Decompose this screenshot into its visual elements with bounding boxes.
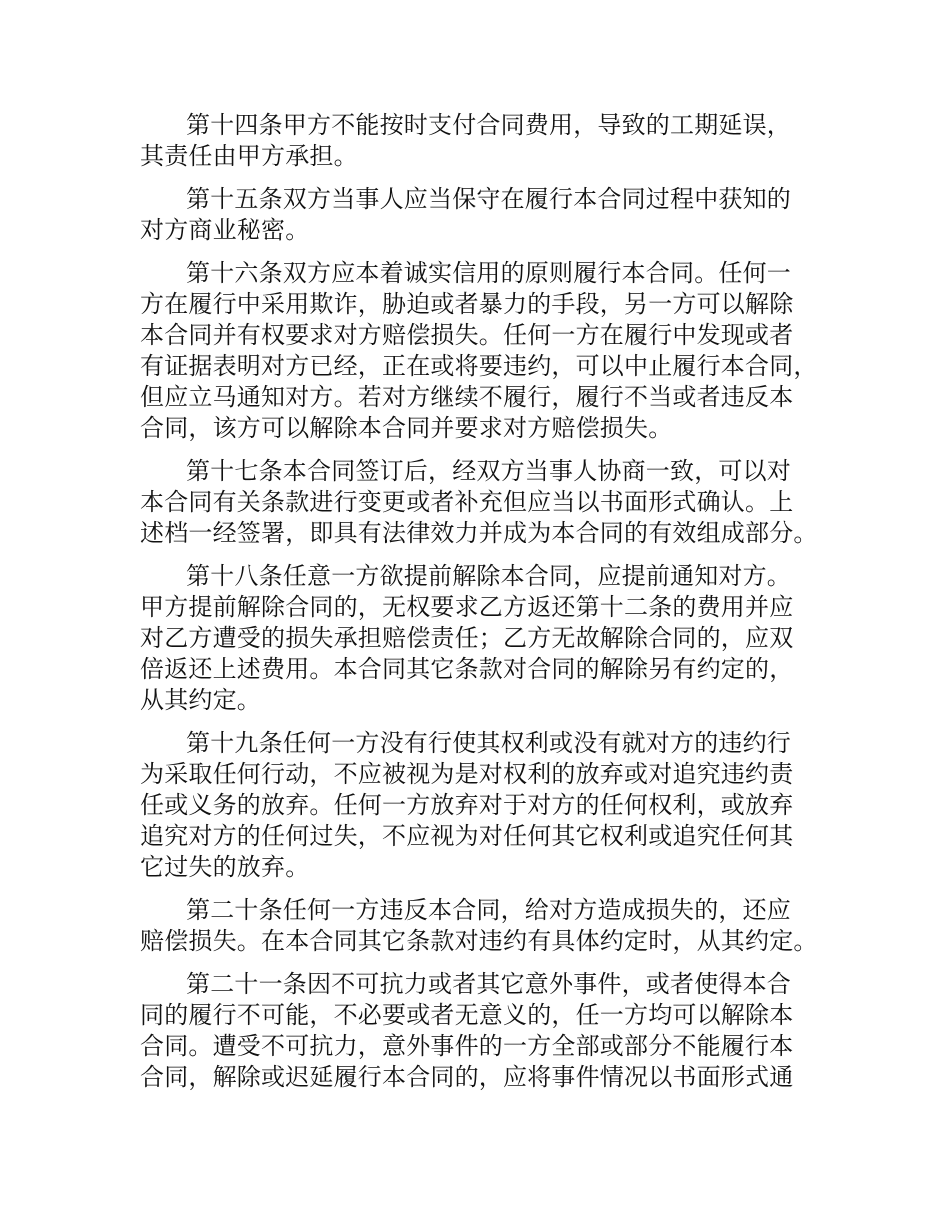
text-line: 合同，解除或迟延履行本合同的，应将事件情况以书面形式通 — [140, 1063, 794, 1091]
text-line: 其责任由甲方承担。 — [140, 142, 358, 170]
clause-15 — [140, 184, 830, 246]
text-line: 方在履行中采用欺诈，胁迫或者暴力的手段，另一方可以解除 — [140, 290, 794, 318]
text-line: 合同。遭受不可抗力，意外事件的一方全部或部分不能履行本 — [140, 1032, 794, 1060]
text-line: 第十四条甲方不能按时支付合同费用，导致的工期延误， — [186, 111, 791, 139]
text-line: 第十九条任何一方没有行使其权利或没有就对方的违约行 — [186, 729, 791, 757]
clause-16 — [140, 258, 830, 444]
text-line: 但应立马通知对方。若对方继续不履行，履行不当或者违反本 — [140, 383, 794, 411]
clause-14 — [140, 110, 830, 172]
text-line: 同的履行不可能，不必要或者无意义的，任一方均可以解除本 — [140, 1001, 794, 1029]
text-line: 合同，该方可以解除本合同并要求对方赔偿损失。 — [140, 414, 673, 442]
clause-17 — [140, 456, 830, 549]
text-line: 第十七条本合同签订后，经双方当事人协商一致，可以对 — [186, 457, 791, 485]
text-line: 有证据表明对方已经，正在或将要违约，可以中止履行本合同， — [140, 352, 818, 380]
text-line: 任或义务的放弃。任何一方放弃对于对方的任何权利，或放弃 — [140, 791, 794, 819]
clause-18 — [140, 561, 830, 716]
text-line: 追究对方的任何过失，不应视为对任何其它权利或追究任何其 — [140, 822, 794, 850]
text-line: 本合同并有权要求对方赔偿损失。任何一方在履行中发现或者 — [140, 321, 794, 349]
text-line: 倍返还上述费用。本合同其它条款对合同的解除另有约定的， — [140, 655, 794, 683]
text-line: 述档一经签署，即具有法律效力并成为本合同的有效组成部分。 — [140, 519, 818, 547]
text-line: 赔偿损失。在本合同其它条款对违约有具体约定时，从其约定。 — [140, 927, 818, 955]
text-line: 它过失的放弃。 — [140, 853, 310, 881]
clause-19 — [140, 728, 830, 883]
clause-20 — [140, 895, 830, 957]
text-line: 为采取任何行动，不应被视为是对权利的放弃或对追究违约责 — [140, 760, 794, 788]
document-body — [140, 110, 830, 1105]
text-line: 第十八条任意一方欲提前解除本合同，应提前通知对方。 — [186, 562, 791, 590]
clause-21 — [140, 969, 830, 1093]
text-line: 甲方提前解除合同的，无权要求乙方返还第十二条的费用并应 — [140, 593, 794, 621]
text-line: 对方商业秘密。 — [140, 216, 310, 244]
text-line: 本合同有关条款进行变更或者补充但应当以书面形式确认。上 — [140, 488, 794, 516]
text-line: 从其约定。 — [140, 686, 261, 714]
text-line: 第十六条双方应本着诚实信用的原则履行本合同。任何一 — [186, 259, 791, 287]
text-line: 对乙方遭受的损失承担赔偿责任；乙方无故解除合同的，应双 — [140, 624, 794, 652]
text-line: 第二十条任何一方违反本合同，给对方造成损失的，还应 — [186, 896, 791, 924]
text-line: 第二十一条因不可抗力或者其它意外事件，或者使得本合 — [186, 970, 791, 998]
text-line: 第十五条双方当事人应当保守在履行本合同过程中获知的 — [186, 185, 791, 213]
